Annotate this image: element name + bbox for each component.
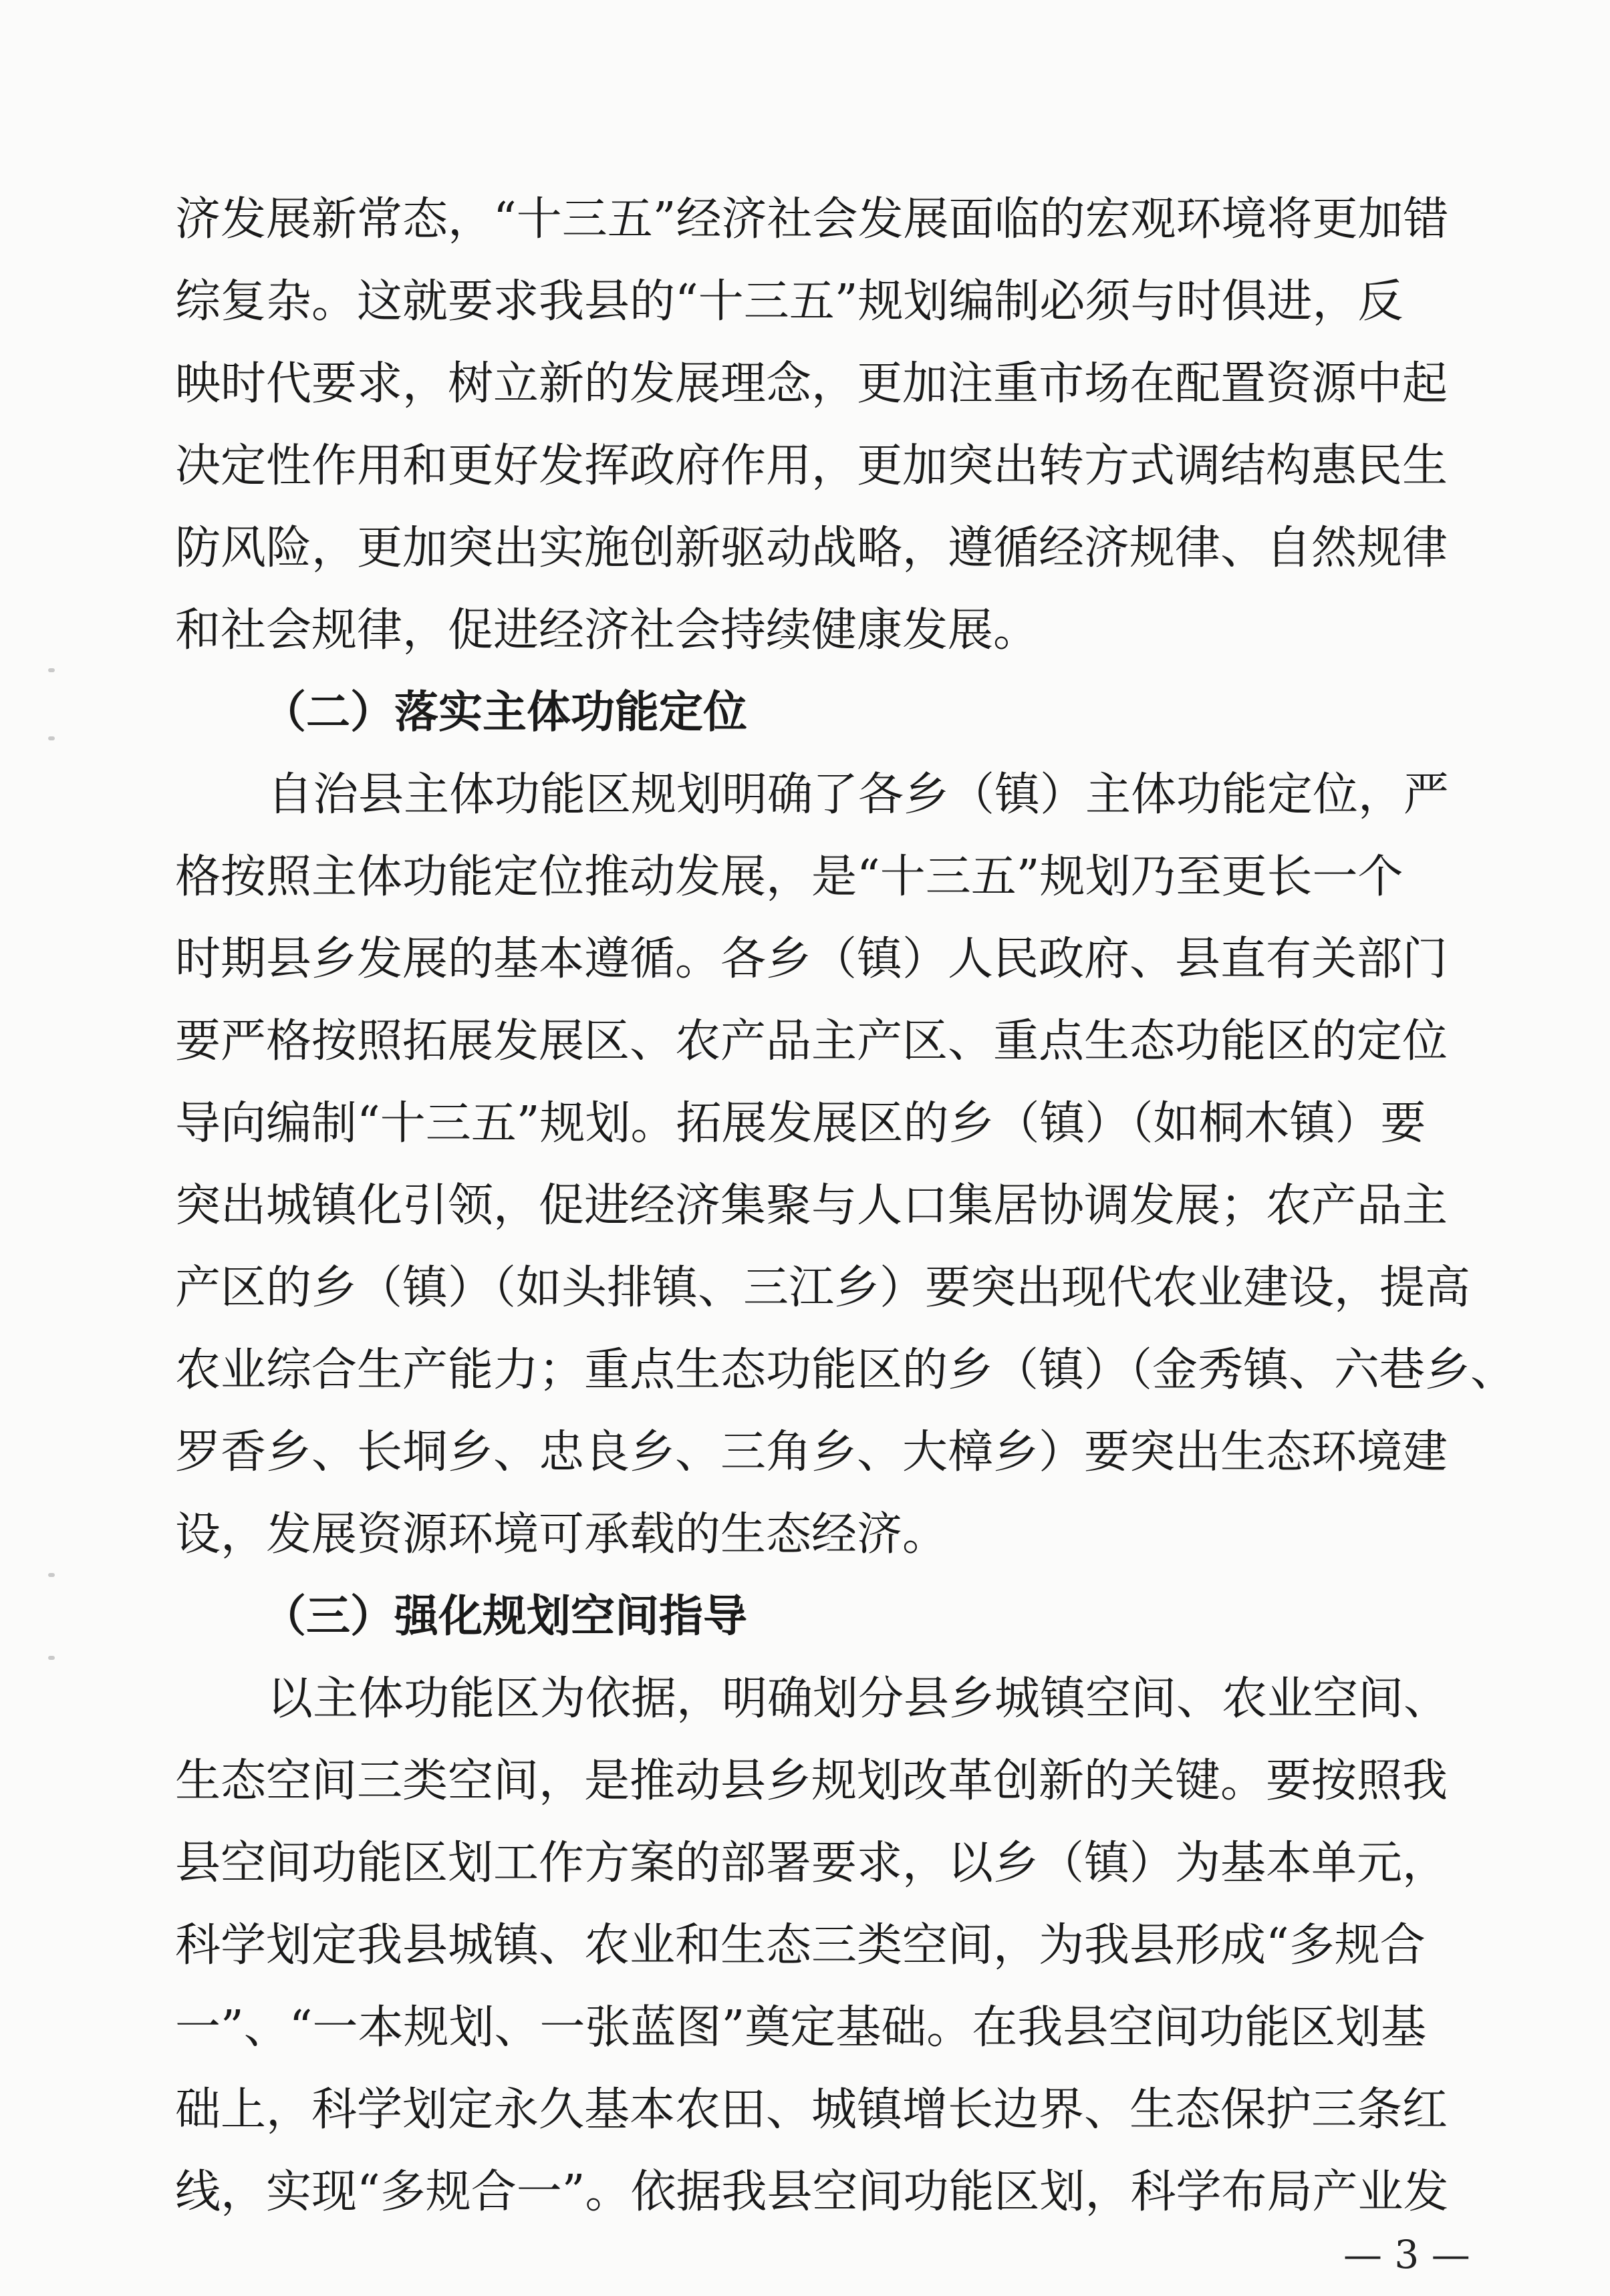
- paragraph-line: 产区的乡（镇）（如头排镇、三江乡）要突出现代农业建设，提高: [175, 1262, 1471, 1314]
- paragraph-line: 突出城镇化引领，促进经济集聚与人口集居协调发展；农产品主: [175, 1179, 1448, 1232]
- body-line: 和社会规律，促进经济社会持续健康发展。: [175, 604, 1039, 657]
- scan-artifact: [48, 1573, 55, 1577]
- body-line: 济发展新常态，“十三五”经济社会发展面临的宏观环境将更加错: [175, 193, 1449, 246]
- paragraph-line: 以主体功能区为依据，明确划分县乡城镇空间、农业空间、: [267, 1673, 1450, 1725]
- paragraph-line: 农业综合生产能力；重点生态功能区的乡（镇）（金秀镇、六巷乡、: [175, 1344, 1516, 1397]
- body-line: 防风险，更加突出实施创新驱动战略，遵循经济规律、自然规律: [175, 522, 1448, 575]
- paragraph-line: 县空间功能区划工作方案的部署要求，以乡（镇）为基本单元，: [175, 1837, 1448, 1890]
- paragraph-line: 要严格按照拓展发展区、农产品主产区、重点生态功能区的定位: [175, 1015, 1448, 1068]
- paragraph-line: 自治县主体功能区规划明确了各乡（镇）主体功能定位，严: [267, 768, 1450, 821]
- section-heading-3: （三）强化规划空间指导: [262, 1590, 747, 1642]
- paragraph-line: 设，发展资源环境可承载的生态经济。: [175, 1508, 948, 1561]
- paragraph-line: 格按照主体功能定位推动发展，是“十三五”规划乃至更长一个: [175, 851, 1403, 903]
- body-line: 综复杂。这就要求我县的“十三五”规划编制必须与时俱进，反: [175, 275, 1403, 328]
- paragraph-line: 线，实现“多规合一”。依据我县空间功能区划，科学布局产业发: [175, 2166, 1449, 2218]
- scan-artifact: [48, 668, 55, 672]
- paragraph-line: 罗香乡、长垌乡、忠良乡、三角乡、大樟乡）要突出生态环境建: [175, 1426, 1448, 1479]
- paragraph-line: 础上，科学划定永久基本农田、城镇增长边界、生态保护三条红: [175, 2084, 1448, 2136]
- paragraph-line: 导向编制“十三五”规划。拓展发展区的乡（镇）（如桐木镇）要: [175, 1097, 1426, 1150]
- paragraph-line: 时期县乡发展的基本遵循。各乡（镇）人民政府、县直有关部门: [175, 933, 1448, 986]
- paragraph-line: 生态空间三类空间，是推动县乡规划改革创新的关键。要按照我: [175, 1755, 1448, 1808]
- body-line: 映时代要求，树立新的发展理念，更加注重市场在配置资源中起: [175, 357, 1448, 410]
- scan-artifact: [48, 1656, 55, 1660]
- body-line: 决定性作用和更好发挥政府作用，更加突出转方式调结构惠民生: [175, 440, 1448, 492]
- scan-artifact: [48, 736, 55, 740]
- section-heading-2: （二）落实主体功能定位: [262, 686, 747, 738]
- page-number: — 3 —: [1343, 2232, 1470, 2277]
- paragraph-line: 一”、“一本规划、一张蓝图”奠定基础。在我县空间功能区划基: [175, 2001, 1427, 2054]
- paragraph-line: 科学划定我县城镇、农业和生态三类空间，为我县形成“多规合: [175, 1919, 1426, 1972]
